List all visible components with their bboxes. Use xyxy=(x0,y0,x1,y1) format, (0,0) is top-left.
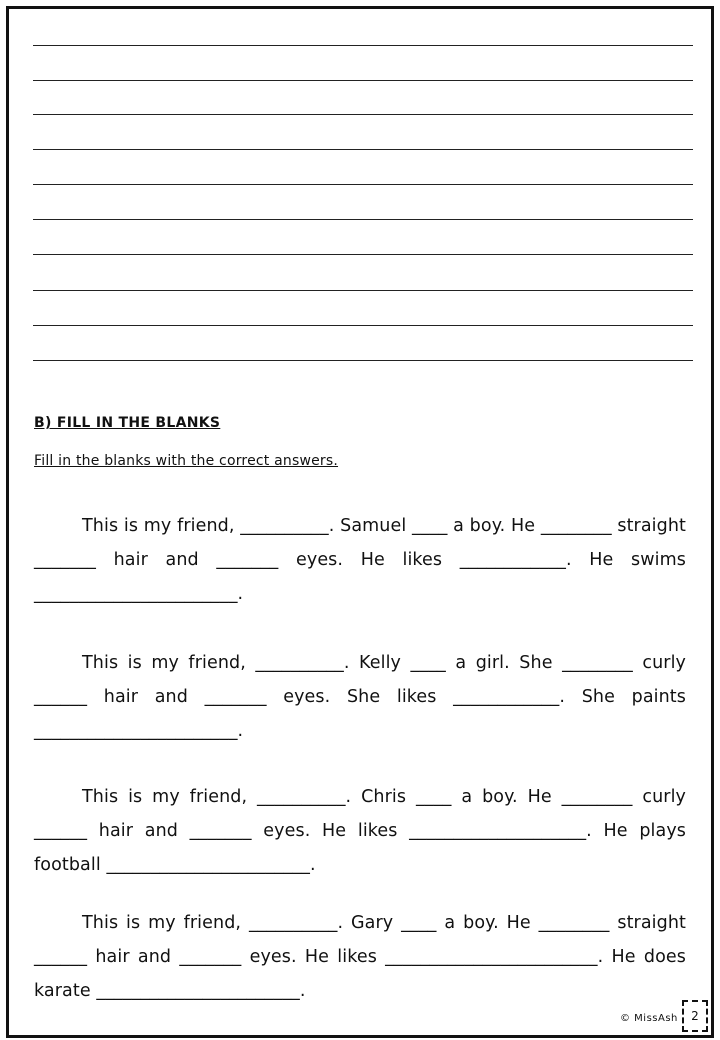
writing-line xyxy=(33,149,693,150)
page-number: 2 xyxy=(682,1000,708,1032)
writing-line xyxy=(33,290,693,291)
fill-in-paragraph-samuel: This is my friend, __________. Samuel ____ a boy. He ________ straight _______ hair and _______ eyes. He likes ____________. He swims _______________________. xyxy=(34,516,686,604)
fill-in-paragraph-chris: This is my friend, __________. Chris ____ a boy. He ________ curly ______ hair and _______ eyes. He likes ____________________. He plays football _______________________. xyxy=(34,787,686,875)
writing-line xyxy=(33,219,693,220)
writing-line xyxy=(33,254,693,255)
fill-in-paragraph-kelly: This is my friend, __________. Kelly ____ a girl. She ________ curly ______ hair and _______ eyes. She likes ____________. She paints _______________________. xyxy=(34,653,686,741)
writing-line xyxy=(33,360,693,361)
writing-line xyxy=(33,80,693,81)
writing-line xyxy=(33,184,693,185)
copyright-credit: © MissAsh xyxy=(620,1013,678,1024)
writing-line xyxy=(33,45,693,46)
writing-line xyxy=(33,325,693,326)
section-title: B) FILL IN THE BLANKS xyxy=(34,415,221,431)
writing-line xyxy=(33,114,693,115)
section-instructions: Fill in the blanks with the correct answers. xyxy=(34,453,339,469)
fill-in-paragraph-gary: This is my friend, __________. Gary ____ a boy. He ________ straight ______ hair and _______ eyes. He likes ________________________. He does karate _______________________. xyxy=(34,913,686,1001)
